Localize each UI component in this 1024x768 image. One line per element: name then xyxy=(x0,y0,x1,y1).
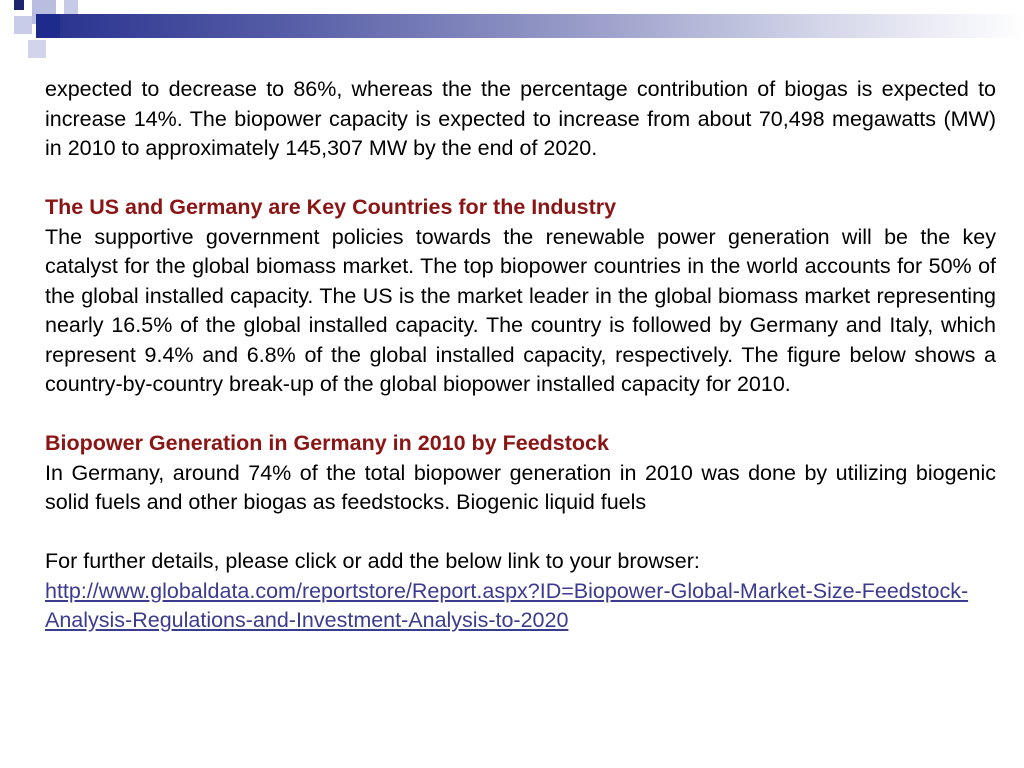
header-square-lavender-mid xyxy=(14,16,32,34)
header-square-navy-large xyxy=(36,14,60,38)
header-square-lavender-top xyxy=(64,0,78,14)
slide-content xyxy=(45,75,996,636)
section-heading-key-countries: The US and Germany are Key Countries for the Industry xyxy=(45,195,617,219)
germany-feedstock-paragraph: In Germany, around 74% of the total biopower generation in 2010 was done by utilizing biogenic solid fuels and other biogas as feedstocks. Biogenic liquid fuels xyxy=(45,460,996,514)
header-gradient-bar xyxy=(60,14,1024,38)
further-details-text: For further details, please click or add the below link to your browser: xyxy=(45,549,700,573)
header-square-lavender-low xyxy=(28,40,46,58)
report-link[interactable]: http://www.globaldata.com/reportstore/Report.aspx?ID=Biopower-Global-Market-Size-Feedstock-Analysis-Regulations-and-Investment-Analysis-to-2020 xyxy=(45,578,969,632)
section-heading-germany-feedstock: Biopower Generation in Germany in 2010 by Feedstock xyxy=(45,431,609,455)
key-countries-paragraph: The supportive government policies towards the renewable power generation will be the key catalyst for the global biomass market. The top biopower countries in the world accounts for 50% of the global installed capacity. The US is the market leader in the global biomass market representing nearly 16.5% of the global installed capacity. The country is followed by Germany and Italy, which represent 9.4% and 6.8% of the global installed capacity, respectively. The figure below shows a country-by-country break-up of the global biopower installed capacity for 2010. xyxy=(45,224,996,396)
intro-paragraph: expected to decrease to 86%, whereas the the percentage contribution of biogas is expected to increase 14%. The biopower capacity is expected to increase from about 70,498 megawatts (MW) in 2010 to approximately 145,307 MW by the end of 2020. xyxy=(45,77,996,160)
header-square-navy-small xyxy=(14,0,24,10)
